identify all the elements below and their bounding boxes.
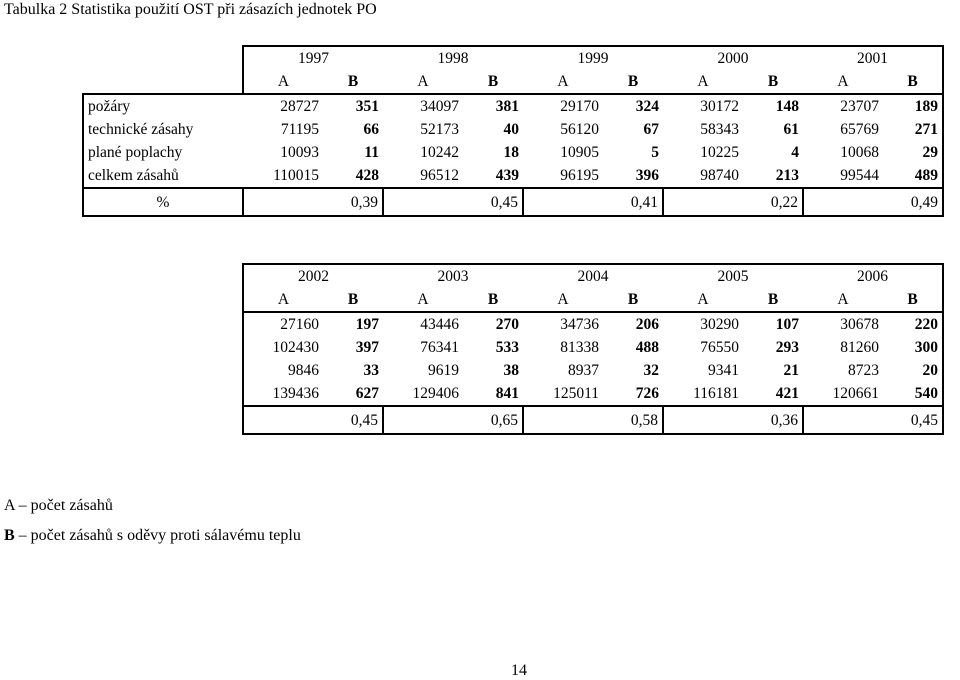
col-b-header: B [767,73,779,90]
table-row [243,312,943,336]
percent-row [83,188,943,216]
cell-b: 540 [883,382,943,406]
col-b-header: B [767,291,779,308]
cell-a: 81260 [840,339,879,356]
col-b-header: B [627,73,639,90]
cell-a: 99544 [803,164,883,188]
legend-b-key: B [4,527,15,544]
year-header: 2006 [803,264,943,288]
cell-a: 56120 [560,121,599,138]
cell-a: 10225 [700,144,739,161]
cell-b: 381 [463,94,523,118]
percent-cell: 0,58 [523,406,663,434]
statistics-table-1997-2001 [82,45,944,217]
col-b-header: B [347,73,359,90]
cell-a: 27160 [243,312,323,336]
cell-a: 9341 [708,362,739,379]
cell-a: 96512 [383,164,463,188]
cell-a: 30290 [663,312,743,336]
cell-b: 206 [603,312,663,336]
col-b-header: B [347,291,359,308]
col-a-header: A [837,291,849,308]
cell-b: 189 [883,94,943,118]
col-b-header: B [883,70,943,94]
cell-b: 5 [651,144,659,161]
ab-header-row [243,288,943,312]
percent-row [243,406,943,434]
col-a-header: A [417,73,429,90]
statistics-table-2002-2006 [242,263,944,435]
cell-b: 29 [883,141,943,164]
cell-a: 58343 [700,121,739,138]
cell-a: 76550 [700,339,739,356]
row-label: technické zásahy [83,118,243,141]
table-row [83,164,943,188]
cell-b: 489 [883,164,943,188]
cell-b: 421 [743,382,803,406]
cell-a: 120661 [803,382,883,406]
cell-b: 67 [643,121,659,138]
cell-b: 66 [363,121,379,138]
cell-b: 533 [495,339,519,356]
cell-b: 40 [503,121,519,138]
col-a-header: A [417,291,429,308]
cell-b: 38 [503,362,519,379]
cell-a: 30678 [803,312,883,336]
cell-b: 148 [743,94,803,118]
cell-a: 10905 [560,144,599,161]
table-row [243,359,943,382]
cell-b: 488 [635,339,659,356]
year-header: 2001 [803,46,943,70]
cell-a: 96195 [523,164,603,188]
cell-a: 52173 [420,121,459,138]
cell-b: 397 [355,339,379,356]
cell-a: 8937 [568,362,599,379]
year-header-row [83,46,943,70]
cell-a: 10093 [280,144,319,161]
cell-a: 43446 [383,312,463,336]
table-row [83,118,943,141]
cell-a: 23707 [803,94,883,118]
legend-a-key: A [4,497,15,514]
percent-cell: 0,41 [523,188,663,216]
cell-a: 34097 [383,94,463,118]
percent-label: % [83,188,243,216]
cell-a: 98740 [663,164,743,188]
cell-b: 20 [883,359,943,382]
legend-a-text: – počet zásahů [14,497,113,514]
year-header: 1999 [523,46,663,70]
cell-b: 841 [463,382,523,406]
col-b-header: B [883,288,943,312]
col-a-header: A [697,291,709,308]
table-row [83,94,943,118]
page-number: 14 [511,662,527,679]
percent-cell: 0,45 [383,188,523,216]
legend-a [4,496,113,516]
cell-b: 61 [783,121,799,138]
legend-b [4,526,301,546]
row-label: plané poplachy [83,141,243,164]
cell-a: 28727 [243,94,323,118]
percent-cell: 0,39 [243,188,383,216]
cell-b: 428 [323,164,383,188]
cell-b: 213 [743,164,803,188]
col-a-header: A [837,73,849,90]
cell-b: 726 [603,382,663,406]
cell-a: 30172 [663,94,743,118]
cell-a: 9619 [428,362,459,379]
cell-b: 351 [323,94,383,118]
col-a-header: A [557,291,569,308]
year-header: 2000 [663,46,803,70]
col-a-header: A [243,70,323,94]
cell-b: 4 [791,144,799,161]
cell-b: 18 [503,144,519,161]
row-label: celkem zásahů [83,164,243,188]
table-row [243,336,943,359]
percent-cell: 0,49 [803,188,943,216]
cell-a: 116181 [663,382,743,406]
percent-cell: 0,45 [243,406,383,434]
ab-header-row [83,70,943,94]
percent-cell: 0,45 [803,406,943,434]
cell-b: 32 [643,362,659,379]
cell-a: 125011 [523,382,603,406]
table-row [243,382,943,406]
table-row [83,141,943,164]
year-header: 1997 [243,46,383,70]
cell-a: 65769 [840,121,879,138]
cell-b: 107 [743,312,803,336]
cell-b: 293 [775,339,799,356]
cell-a: 8723 [848,362,879,379]
cell-b: 271 [883,118,943,141]
cell-b: 439 [463,164,523,188]
year-header: 1998 [383,46,523,70]
year-header-row [243,264,943,288]
cell-b: 197 [323,312,383,336]
col-a-header: A [557,73,569,90]
cell-b: 396 [603,164,663,188]
col-b-header: B [487,291,499,308]
cell-a: 29170 [523,94,603,118]
year-header: 2003 [383,264,523,288]
cell-a: 129406 [383,382,463,406]
cell-a: 102430 [243,336,323,359]
cell-b: 270 [463,312,523,336]
cell-b: 33 [363,362,379,379]
year-header: 2004 [523,264,663,288]
percent-cell: 0,22 [663,188,803,216]
cell-a: 71195 [280,121,319,138]
cell-a: 10068 [840,144,879,161]
cell-b: 220 [883,312,943,336]
cell-a: 110015 [243,164,323,188]
table-caption: Tabulka 2 Statistika použití OST při zásazích jednotek PO [4,1,377,18]
cell-b: 627 [323,382,383,406]
col-b-header: B [627,291,639,308]
cell-b: 11 [364,144,379,161]
year-header: 2002 [243,264,383,288]
cell-a: 9846 [243,359,323,382]
percent-cell: 0,36 [663,406,803,434]
legend-b-text: – počet zásahů s oděvy proti sálavému teplu [14,527,301,544]
col-a-header: A [243,288,323,312]
cell-b: 300 [883,336,943,359]
cell-a: 81338 [560,339,599,356]
col-a-header: A [697,73,709,90]
cell-b: 21 [783,362,799,379]
cell-b: 324 [603,94,663,118]
row-label: požáry [83,94,243,118]
percent-cell: 0,65 [383,406,523,434]
cell-a: 139436 [243,382,323,406]
cell-a: 34736 [523,312,603,336]
cell-a: 76341 [420,339,459,356]
year-header: 2005 [663,264,803,288]
cell-a: 10242 [420,144,459,161]
col-b-header: B [487,73,499,90]
